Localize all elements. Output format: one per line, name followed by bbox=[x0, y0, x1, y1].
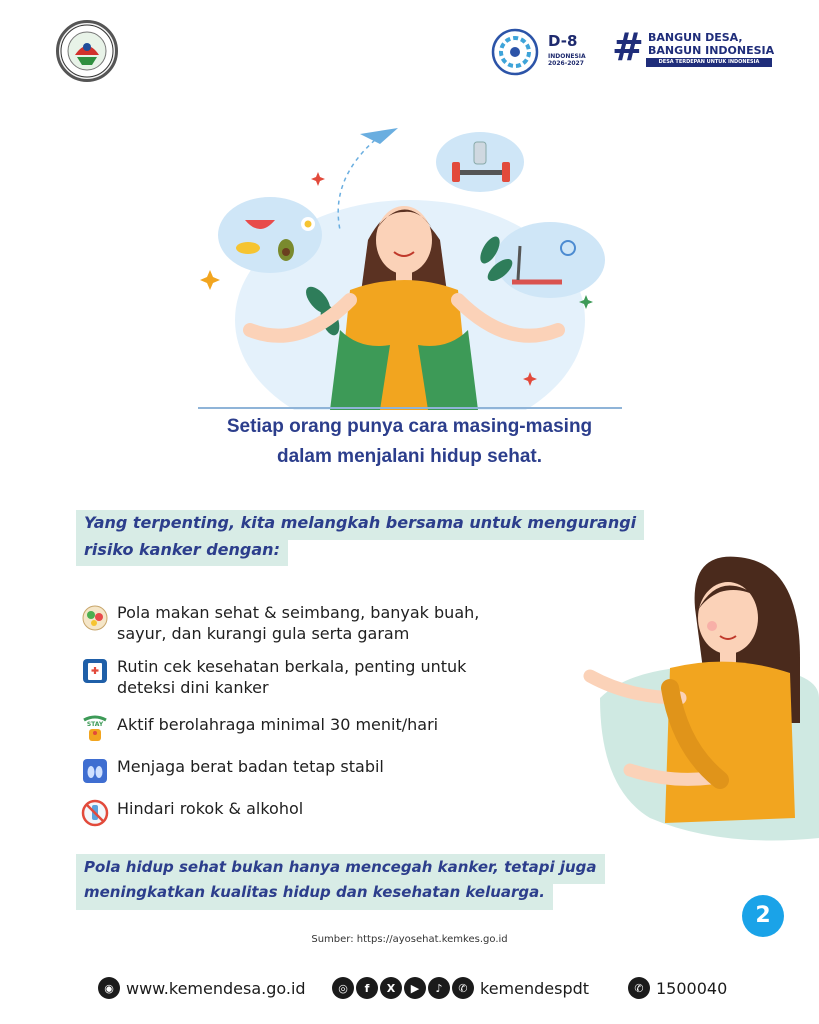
d8-title: D-8 bbox=[548, 32, 578, 50]
bangun-desa-subtitle: DESA TERDEPAN UNTUK INDONESIA bbox=[646, 58, 772, 67]
bangun-desa-line1: BANGUN DESA, bbox=[648, 31, 743, 44]
phone-number[interactable]: 1500040 bbox=[656, 978, 728, 998]
footer-phone[interactable] bbox=[628, 975, 727, 1001]
instagram-icon[interactable]: ◎ bbox=[332, 977, 354, 999]
tiktok-icon[interactable]: ♪ bbox=[428, 977, 450, 999]
item-text-line2: deteksi dini kanker bbox=[117, 678, 269, 697]
dumbbell-cloud-icon bbox=[436, 132, 524, 192]
d8-sub-country: INDONESIA bbox=[548, 53, 586, 60]
d8-logo-icon bbox=[490, 26, 600, 78]
svg-text:STAY: STAY bbox=[86, 721, 104, 728]
item-text-line1: Aktif berolahraga minimal 30 menit/hari bbox=[117, 715, 439, 734]
intro-line2: risiko kanker dengan: bbox=[76, 538, 288, 566]
headline bbox=[0, 412, 819, 472]
hero-illustration bbox=[190, 120, 630, 410]
facebook-icon[interactable]: f bbox=[356, 977, 378, 999]
stay-active-icon bbox=[80, 714, 110, 744]
kemendesa-emblem-icon bbox=[56, 20, 118, 82]
list-item bbox=[80, 756, 384, 786]
bangun-desa-title bbox=[648, 32, 774, 57]
page-number-badge: 2 bbox=[742, 895, 784, 937]
bangun-desa-line2: BANGUN INDONESIA bbox=[648, 43, 775, 57]
footer-website[interactable] bbox=[98, 975, 306, 1001]
item-text-line1: Rutin cek kesehatan berkala, penting untuk bbox=[117, 657, 467, 676]
source-text: Sumber: https://ayosehat.kemkes.go.id bbox=[311, 934, 508, 945]
headline-line1: Setiap orang punya cara masing-masing bbox=[226, 416, 593, 437]
item-text-line2: sayur, dan kurangi gula serta garam bbox=[117, 624, 410, 643]
website-link[interactable]: www.kemendesa.go.id bbox=[126, 978, 306, 998]
divider bbox=[198, 407, 622, 409]
social-handle[interactable]: kemendespdt bbox=[480, 978, 590, 998]
hashtag-icon: # bbox=[612, 25, 644, 69]
healthy-food-icon bbox=[80, 602, 110, 632]
list-item bbox=[80, 602, 479, 644]
no-smoking-alcohol-icon bbox=[80, 798, 110, 828]
globe-icon: ◉ bbox=[98, 977, 120, 999]
item-text-line1: Hindari rokok & alkohol bbox=[117, 799, 304, 818]
headline-line2: dalam menjalani hidup sehat. bbox=[276, 446, 542, 467]
footer-social[interactable] bbox=[332, 975, 589, 1001]
d8-sub-years: 2026-2027 bbox=[548, 60, 584, 68]
closing-line1: Pola hidup sehat bukan hanya mencegah kanker, tetapi juga bbox=[76, 854, 605, 884]
youtube-icon[interactable]: ▶ bbox=[404, 977, 426, 999]
d8-subtitle bbox=[548, 53, 586, 67]
closing-line2: meningkatkan kualitas hidup dan kesehatan keluarga. bbox=[76, 880, 553, 910]
treadmill-cloud-icon bbox=[495, 222, 605, 298]
list-item bbox=[80, 714, 438, 744]
item-text-line1: Pola makan sehat & seimbang, banyak buah, bbox=[117, 603, 480, 622]
presenting-woman-illustration bbox=[560, 548, 819, 848]
food-cloud-icon bbox=[218, 197, 322, 273]
intro-line1: Yang terpenting, kita melangkah bersama untuk mengurangi bbox=[76, 510, 644, 540]
whatsapp-icon[interactable]: ✆ bbox=[452, 977, 474, 999]
medical-checkup-icon bbox=[80, 656, 110, 686]
weight-scale-icon bbox=[80, 756, 110, 786]
list-item bbox=[80, 798, 303, 828]
phone-icon: ✆ bbox=[628, 977, 650, 999]
x-icon[interactable]: X bbox=[380, 977, 402, 999]
list-item bbox=[80, 656, 466, 698]
item-text-line1: Menjaga berat badan tetap stabil bbox=[117, 757, 384, 776]
